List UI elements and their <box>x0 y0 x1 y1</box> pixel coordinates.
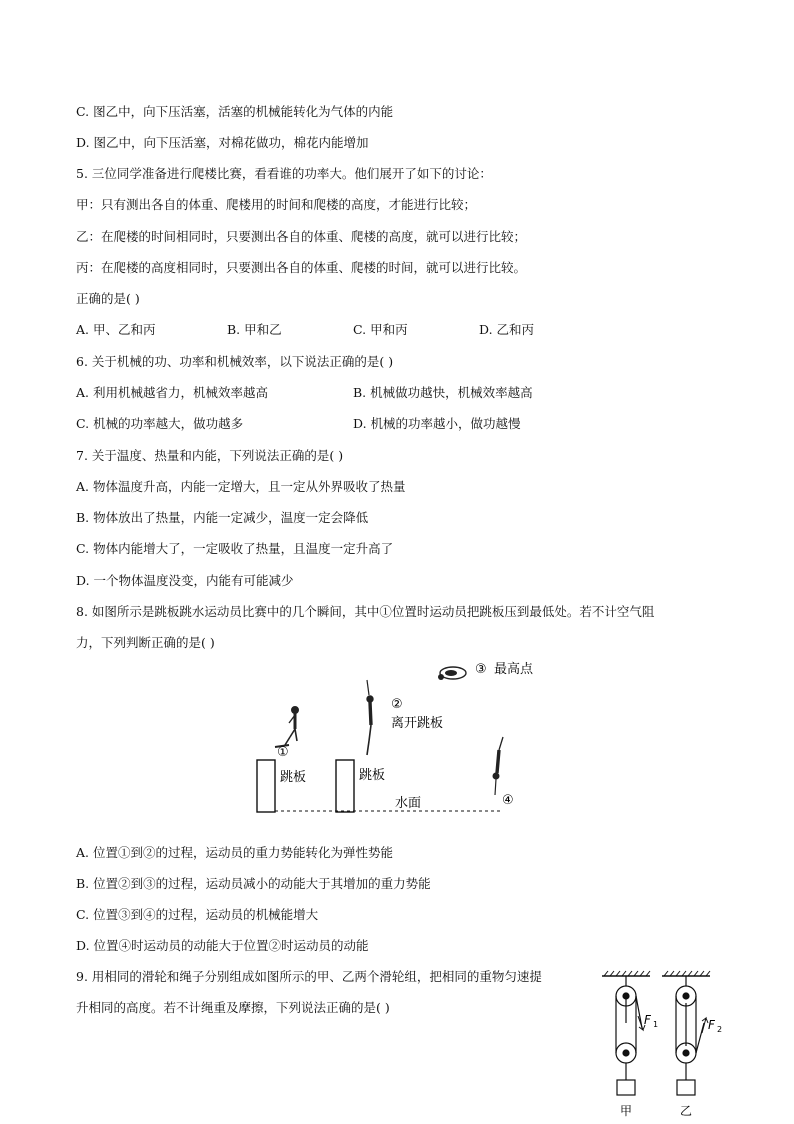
q5-option-c[interactable]: C. 甲和丙 <box>353 322 408 337</box>
q6-option-d[interactable]: D. 机械的功率越小，做功越慢 <box>353 416 521 431</box>
board-label-2: 跳板 <box>359 768 386 783</box>
highest-point-label: 最高点 <box>494 662 534 677</box>
q5-statement-jia: 甲：只有测出各自的体重、爬楼用的时间和爬楼的高度，才能进行比较； <box>76 197 477 212</box>
q5-option-b[interactable]: B. 甲和乙 <box>227 322 282 337</box>
force-f2-label: F <box>708 1018 715 1032</box>
diver-2 <box>367 680 373 755</box>
diving-figure <box>245 655 565 820</box>
question-7: 7. 关于温度、热量和内能，下列说法正确的是( ) <box>76 448 344 463</box>
q7-option-b[interactable]: B. 物体放出了热量，内能一定减少，温度一定会降低 <box>76 510 369 525</box>
question-5: 5. 三位同学准备进行爬楼比赛，看看谁的功率大。他们展开了如下的讨论： <box>76 166 492 181</box>
q5-statement-yi: 乙：在爬楼的时间相同时，只要测出各自的体重、爬楼的高度，就可以进行比较； <box>76 229 527 244</box>
q7-option-a[interactable]: A. 物体温度升高，内能一定增大，且一定从外界吸收了热量 <box>76 479 406 494</box>
label-jia: 甲 <box>620 1104 633 1118</box>
q5-statement-bing: 丙：在爬楼的高度相同时，只要测出各自的体重、爬楼的时间，就可以进行比较。 <box>76 260 527 275</box>
water-surface-label: 水面 <box>395 796 422 811</box>
q6-option-c[interactable]: C. 机械的功率越大，做功越多 <box>76 416 244 431</box>
q7-option-d[interactable]: D. 一个物体温度没变，内能有可能减少 <box>76 573 294 588</box>
question-9: 9. 用相同的滑轮和绳子分别组成如图所示的甲、乙两个滑轮组，把相同的重物匀速提 <box>76 969 542 984</box>
marker-1: ① <box>277 745 289 760</box>
option-d-text: D. 图乙中，向下压活塞，对棉花做功，棉花内能增加 <box>76 135 369 150</box>
ceiling-jia <box>602 971 650 976</box>
leave-board-label: 离开跳板 <box>391 716 444 731</box>
question-9-cont: 升相同的高度。若不计绳重及摩擦，下列说法正确的是( ) <box>76 1000 390 1015</box>
pulley-system-yi <box>676 976 704 1095</box>
diver-4 <box>493 737 503 795</box>
diving-board-2 <box>336 760 354 812</box>
q8-option-b[interactable]: B. 位置②到③的过程，运动员减小的动能大于其增加的重力势能 <box>76 876 431 891</box>
marker-2: ② <box>391 697 403 712</box>
force-f1-label: F <box>644 1013 651 1027</box>
question-8-cont: 力，下列判断正确的是( ) <box>76 635 215 650</box>
question-8: 8. 如图所示是跳板跳水运动员比赛中的几个瞬间，其中①位置时运动员把跳板压到最低处。若不计空气阻 <box>76 604 655 619</box>
pulley-figure <box>598 968 733 1120</box>
label-yi: 乙 <box>680 1104 693 1118</box>
option-c-text: C. 图乙中，向下压活塞，活塞的机械能转化为气体的内能 <box>76 104 394 119</box>
q8-option-c[interactable]: C. 位置③到④的过程，运动员的机械能增大 <box>76 907 319 922</box>
diver-1 <box>275 707 299 748</box>
marker-3: ③ <box>475 662 487 677</box>
q5-option-d[interactable]: D. 乙和丙 <box>479 322 535 337</box>
diving-board-1 <box>257 760 275 812</box>
force-f2-subscript: 2 <box>717 1025 723 1034</box>
marker-4: ④ <box>502 793 514 808</box>
q6-option-a[interactable]: A. 利用机械越省力，机械效率越高 <box>76 385 268 400</box>
q6-option-b[interactable]: B. 机械做功越快，机械效率越高 <box>353 385 533 400</box>
diver-3 <box>438 667 466 680</box>
q8-option-d[interactable]: D. 位置④时运动员的动能大于位置②时运动员的动能 <box>76 938 369 953</box>
q8-option-a[interactable]: A. 位置①到②的过程，运动员的重力势能转化为弹性势能 <box>76 845 393 860</box>
board-label-1: 跳板 <box>280 770 307 785</box>
force-f1-subscript: 1 <box>653 1020 659 1029</box>
pulley-system-jia <box>616 976 642 1095</box>
q5-ask: 正确的是( ) <box>76 291 140 306</box>
question-6: 6. 关于机械的功、功率和机械效率，以下说法正确的是( ) <box>76 354 394 369</box>
q5-option-a[interactable]: A. 甲、乙和丙 <box>76 322 156 337</box>
ceiling-yi <box>662 971 710 976</box>
q7-option-c[interactable]: C. 物体内能增大了，一定吸收了热量，且温度一定升高了 <box>76 541 394 556</box>
